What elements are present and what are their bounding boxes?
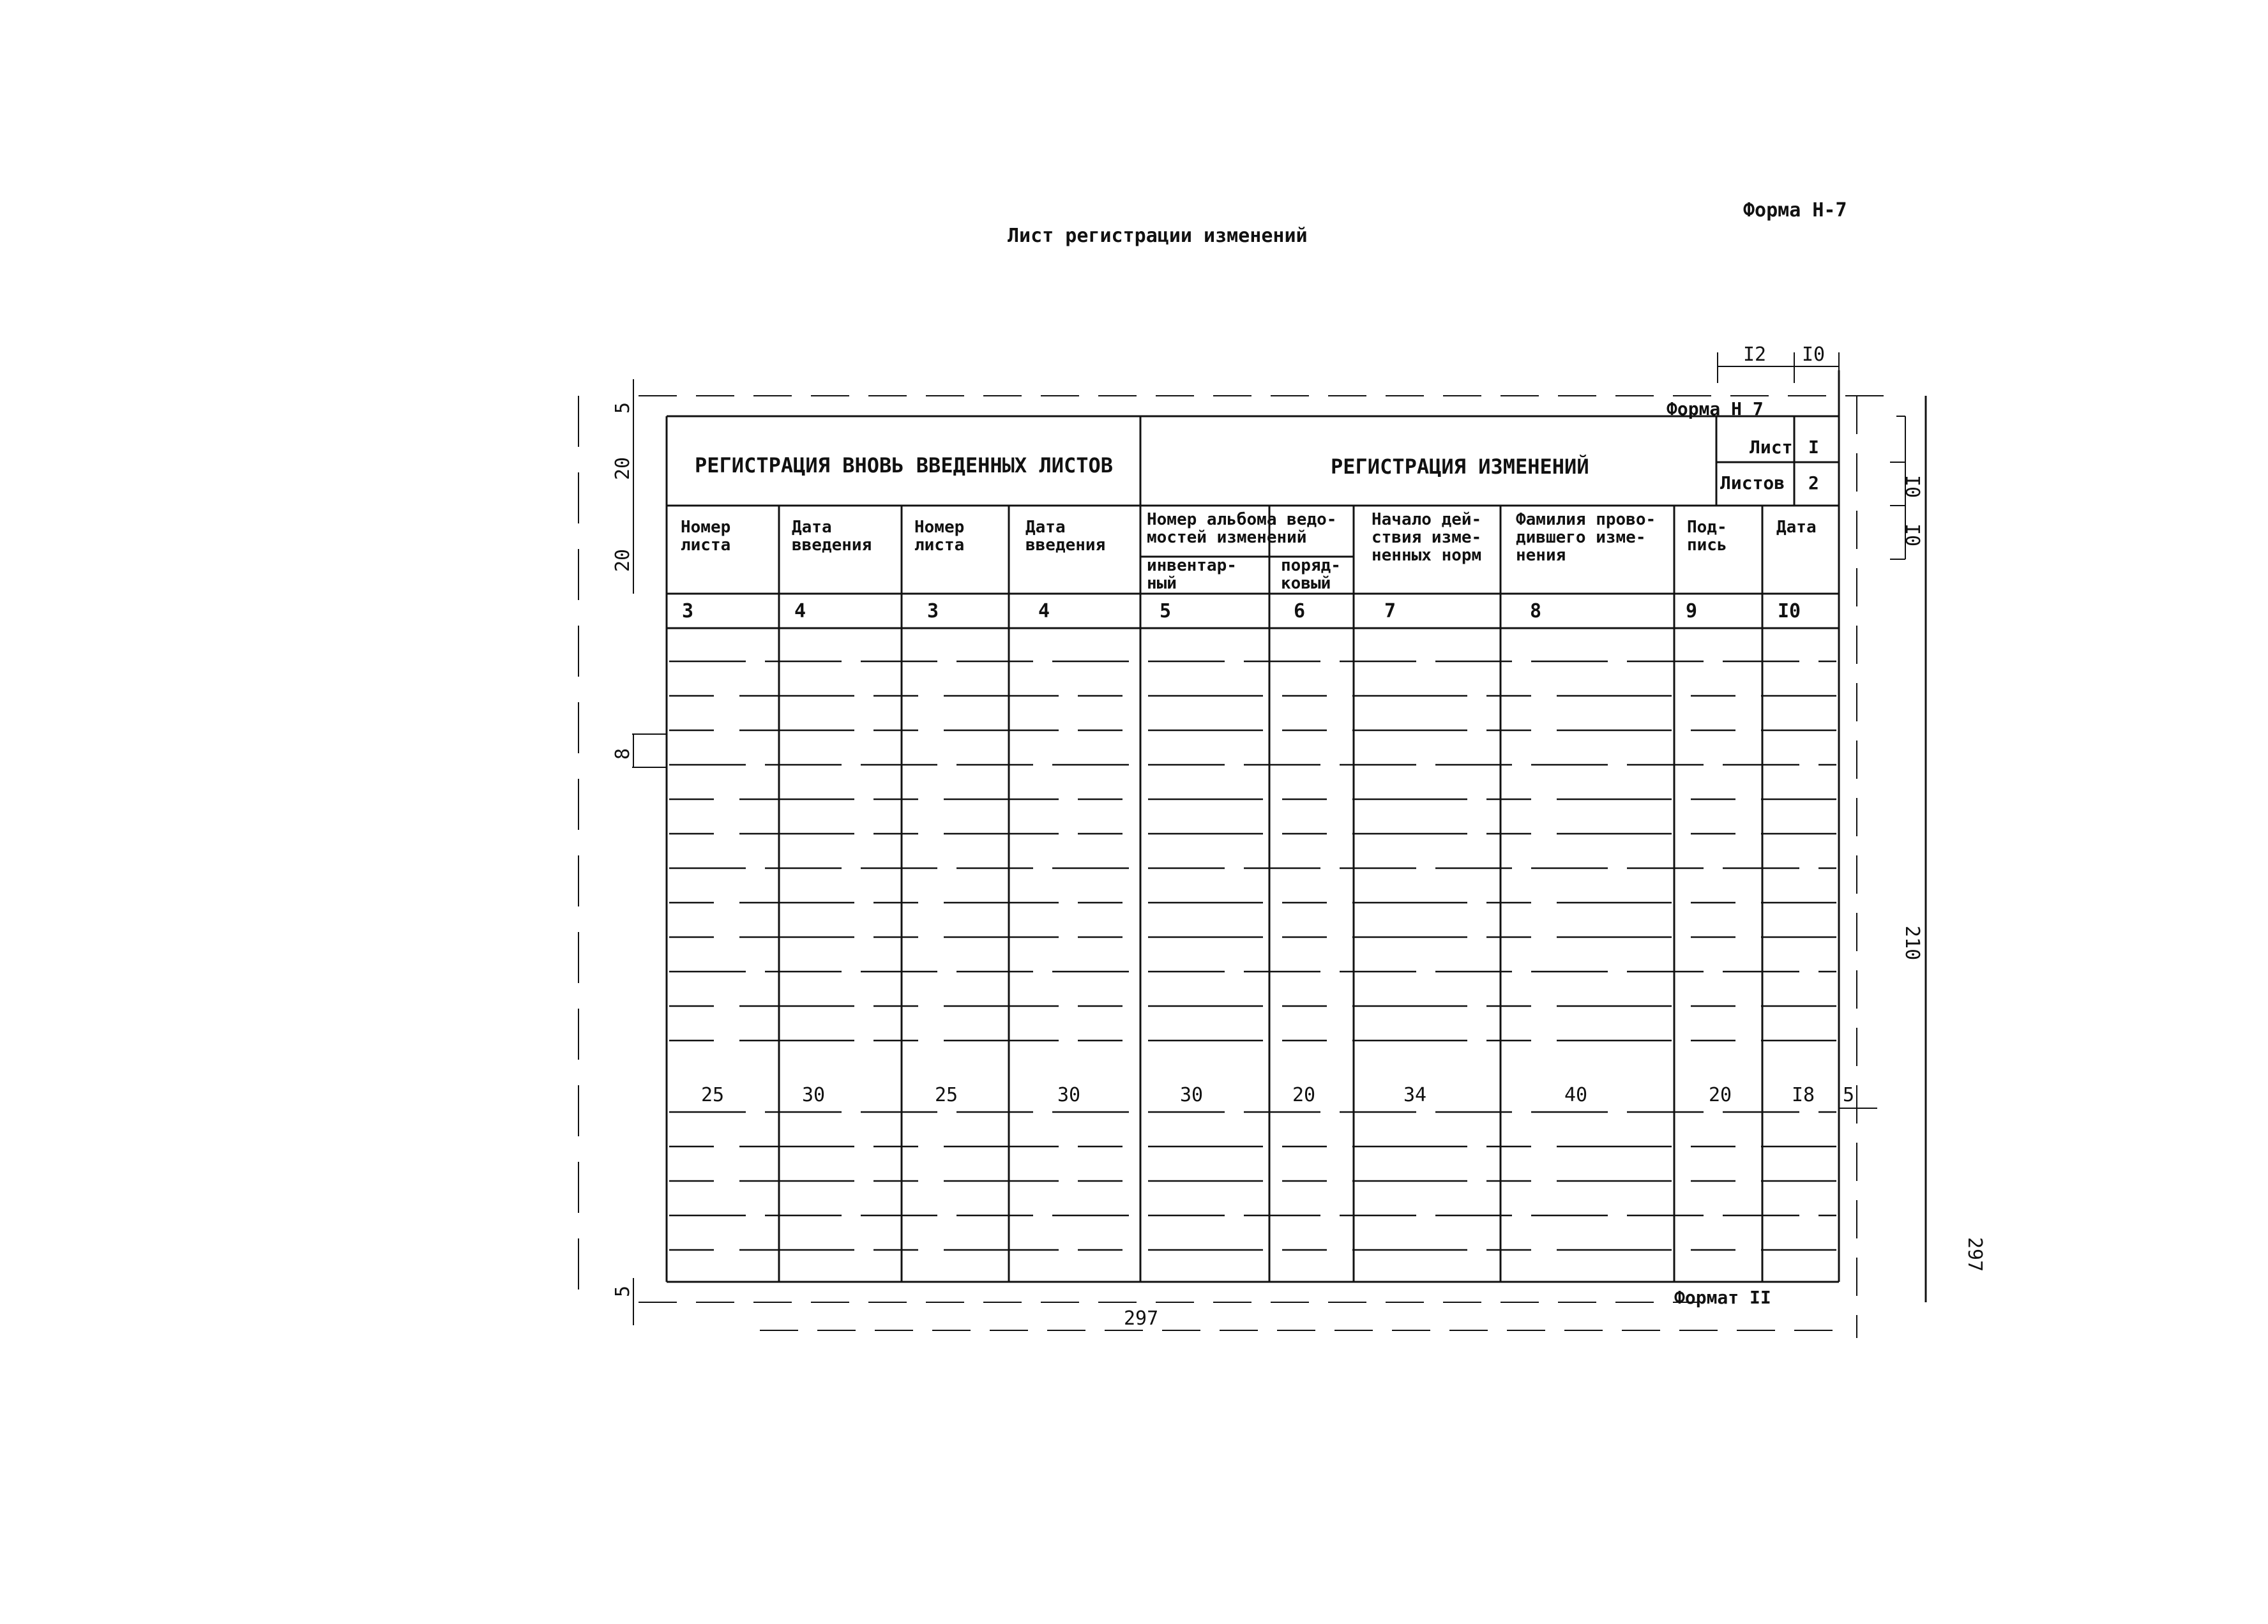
- col-number: 6: [1294, 600, 1306, 622]
- sub-header-ordinal: поряд- ковый: [1281, 556, 1341, 593]
- dim-right-5: 5: [1843, 1084, 1855, 1106]
- col-number: 4: [1038, 600, 1050, 622]
- col-number: 5: [1160, 600, 1172, 622]
- col-header-sheet-number-2: Номер листа: [914, 518, 965, 555]
- dim-left-5-top: 5: [612, 402, 634, 414]
- col-number: 4: [794, 600, 806, 622]
- col-width: 40: [1564, 1084, 1588, 1106]
- dim-top-10: I0: [1802, 343, 1826, 366]
- col-header-signature: Под- пись: [1687, 518, 1727, 555]
- sheets-value: 2: [1808, 472, 1819, 493]
- col-header-surname: Фамилия прово- дившего изме- нения: [1516, 510, 1656, 565]
- dim-bottom-297: 297: [1124, 1307, 1159, 1330]
- col-number: 8: [1530, 600, 1542, 622]
- col-width: 30: [802, 1084, 826, 1106]
- group-header-new-sheets: РЕГИСТРАЦИЯ ВНОВЬ ВВЕДЕННЫХ ЛИСТОВ: [695, 453, 1114, 477]
- dim-left-20-a: 20: [612, 456, 634, 480]
- dim-right-210: 210: [1901, 926, 1923, 961]
- col-header-date-1: Дата введения: [792, 518, 872, 555]
- dim-left-20-b: 20: [612, 548, 634, 572]
- sheet-label: Лист: [1750, 437, 1793, 458]
- col-number: 3: [682, 600, 694, 622]
- sheet-value: I: [1808, 437, 1819, 458]
- page-title: Лист регистрации изменений: [1008, 225, 1308, 247]
- dim-edge-297: 297: [1963, 1237, 1986, 1272]
- dim-right-10-b: I0: [1901, 523, 1923, 547]
- stamp-form-label: Форма Н 7: [1667, 398, 1764, 419]
- col-width: 30: [1057, 1084, 1081, 1106]
- col-header-album-number: Номер альбома ведо- мостей изменений: [1147, 510, 1337, 547]
- col-width: I8: [1792, 1084, 1815, 1106]
- sub-header-inventory: инвентар- ный: [1147, 556, 1237, 593]
- col-width: 34: [1403, 1084, 1427, 1106]
- col-number: 7: [1384, 600, 1396, 622]
- group-header-changes: РЕГИСТРАЦИЯ ИЗМЕНЕНИЙ: [1331, 455, 1589, 479]
- dim-left-5-bottom: 5: [612, 1285, 634, 1297]
- col-width: 20: [1709, 1084, 1732, 1106]
- col-header-sheet-number-1: Номер листа: [681, 518, 731, 555]
- col-header-date-2: Дата введения: [1025, 518, 1106, 555]
- col-number: 9: [1686, 600, 1698, 622]
- col-width: 25: [701, 1084, 725, 1106]
- dim-right-10-a: I0: [1901, 475, 1923, 499]
- sheets-label: Листов: [1720, 472, 1785, 493]
- col-width: 20: [1292, 1084, 1316, 1106]
- dim-left-8: 8: [612, 748, 634, 760]
- col-width: 30: [1180, 1084, 1204, 1106]
- col-number: I0: [1778, 600, 1801, 622]
- col-header-date-3: Дата: [1776, 518, 1817, 537]
- col-header-start-date: Начало дей- ствия изме- ненных норм: [1372, 510, 1482, 565]
- footer-format: Формат II: [1674, 1287, 1771, 1308]
- dim-top-12: I2: [1743, 343, 1767, 366]
- col-number: 3: [927, 600, 939, 622]
- col-width: 25: [935, 1084, 958, 1106]
- form-label: Форма Н-7: [1743, 199, 1847, 222]
